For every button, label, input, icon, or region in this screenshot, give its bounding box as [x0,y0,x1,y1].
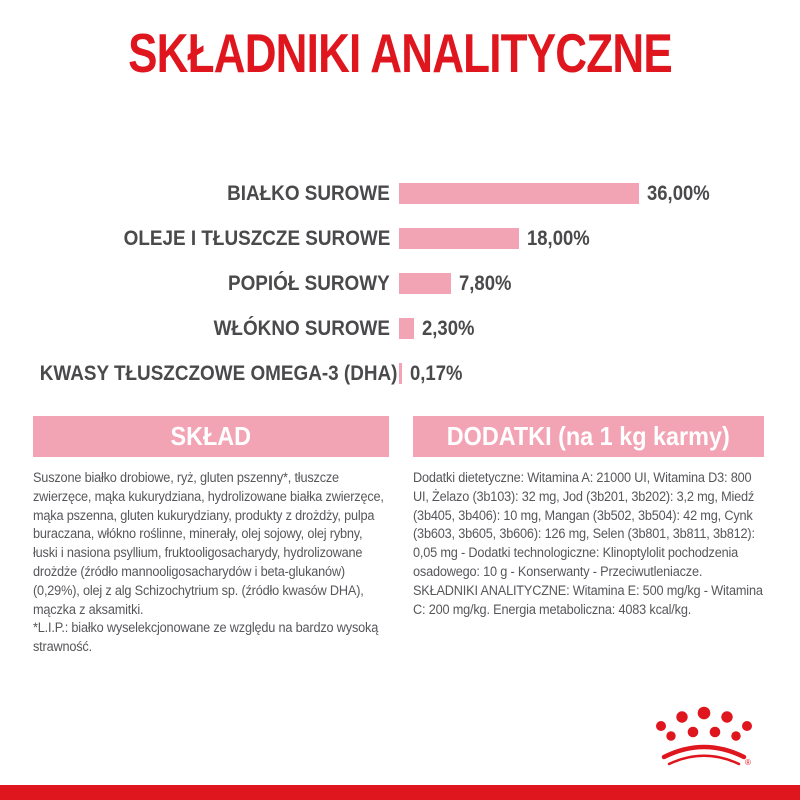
sklad-header [33,416,389,457]
chart-bar [399,183,639,204]
section-sklad [33,416,389,657]
crown-dot [731,731,740,740]
chart-bar [399,228,519,249]
chart-value-label: 2,30% [422,316,475,340]
section-dodatki [413,416,764,619]
crown-dot [676,711,687,722]
crown-dot [721,711,732,722]
crown-dot [688,727,699,738]
bottom-red-strip [0,785,800,800]
chart-value-label: 18,00% [527,226,590,250]
crown-dot [710,727,721,738]
chart-row [0,363,800,384]
crown-dot [698,707,711,720]
chart-category-label: BIAŁKO SUROWE [227,181,390,205]
chart-category-label: KWASY TŁUSZCZOWE OMEGA-3 (DHA) [39,361,398,385]
chart-value-label: 0,17% [409,361,462,385]
chart-bar [399,363,402,384]
dodatki-body [413,469,764,619]
crown-dot [742,721,752,731]
page-title: SKŁADNIKI ANALITYCZNE [128,22,672,84]
chart-category-label: POPIÓŁ SUROWY [228,271,390,295]
chart-row [0,273,800,294]
chart-bar [399,273,451,294]
sklad-header-label: SKŁAD [170,421,252,451]
crown-arc-lower [669,756,739,764]
analytical-chart [0,183,800,408]
chart-value-label: 7,80% [459,271,512,295]
chart-row [0,318,800,339]
chart-category-label: OLEJE I TŁUSZCZE SUROWE [123,226,390,250]
sklad-body [33,469,389,657]
chart-category-label: WŁÓKNO SUROWE [213,316,390,340]
dodatki-header-label: DODATKI (na 1 kg karmy) [446,421,731,451]
dodatki-analytical-text: SKŁADNIKI ANALITYCZNE: Witamina E: 500 mg/kg - Witamina C: 200 mg/kg. Energia metaboliczna: 4083 kcal/kg. [413,582,763,617]
sklad-lip-note: *L.I.P.: białko wyselekcjonowane ze względu na bardzo wysoką strawność. [33,620,379,655]
chart-row [0,183,800,204]
crown-dot [656,721,666,731]
chart-bar [399,318,414,339]
crown-dot [666,731,675,740]
sklad-ingredients-text: Suszone białko drobiowe, ryż, gluten pszenny*, tłuszcze zwierzęce, mąka kukurydziana, hydrolizowane białka zwierzęce, mąka pszenna, gluten kukurydziany, produkty z drożdży, pulpa buraczana, włókno roślinne, minerały, olej sojowy, olej rybny, łuski i nasiona psyllium, fruktooligosacharydy, hydrolizowane drożdże (źródło mannooligosacharydów i beta-glukanów) (0,29%), olej z alg Schizochytrium sp. (źródło kwasów DHA), mączka z aksamitki. [33,470,384,617]
royal-canin-crown-logo [648,700,768,778]
dodatki-additives-text: Dodatki dietetyczne: Witamina A: 21000 UI, Witamina D3: 800 UI, Żelazo (3b103): 32 mg, Jod (3b201, 3b202): 3,2 mg, Miedź (3b405, 3b406): 10 mg, Mangan (3b502, 3b504): 42 mg, Cynk (3b603, 3b605, 3b606): 126 mg, Selen (3b801, 3b811, 3b812): 0,05 mg - Dodatki technologiczne: Klinoptylolit pochodzenia osadowego: 10 g - Konserwanty - Przeciwutleniacze. [413,470,755,579]
chart-row [0,228,800,249]
dodatki-header [413,416,764,457]
chart-value-label: 36,00% [647,181,710,205]
registered-mark: ® [745,758,751,767]
